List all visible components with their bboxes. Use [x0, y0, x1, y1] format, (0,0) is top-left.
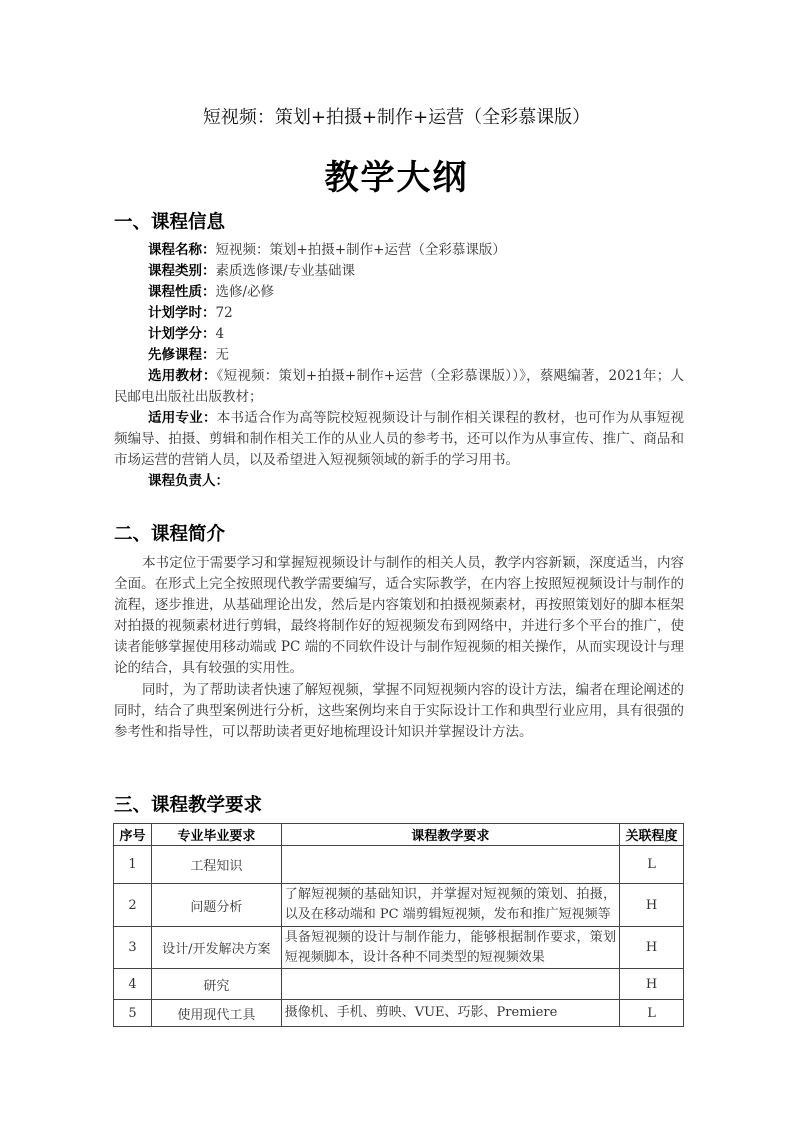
- intro-paragraph: 同时，为了帮助读者快速了解短视频，掌握不同短视频内容的设计方法，编者在理论阐述的同时，结合了典型案例进行分析，这些案例均来自于实际设计工作和典型行业应用，具有很强的参考性和指导性，可以帮助读者更好地梳理设计知识并掌握设计方法。: [114, 682, 684, 740]
- section-heading-teaching-requirements: 三、课程教学要求: [114, 795, 263, 816]
- cell-relevance: H: [620, 969, 684, 1000]
- cell-graduation-requirement: 工程知识: [151, 846, 281, 884]
- cell-relevance: H: [620, 884, 684, 927]
- cell-no: 1: [114, 846, 152, 884]
- info-value: 72: [215, 305, 233, 321]
- info-row-course-category: [114, 261, 684, 282]
- info-row-course-lead: [114, 471, 684, 492]
- cell-graduation-requirement: 使用现代工具: [151, 1000, 281, 1027]
- cell-course-requirement: 了解短视频的基础知识，并掌握对短视频的策划、拍摄，以及在移动端和 PC 端剪辑短视频，发布和推广短视频等: [281, 884, 619, 927]
- cell-course-requirement: 摄像机、手机、剪映、VUE、巧影、Premiere: [281, 1000, 619, 1027]
- info-label: 先修课程：: [148, 347, 216, 363]
- cell-course-requirement: 具备短视频的设计与制作能力，能够根据制作要求，策划短视频脚本，设计各种不同类型的短视频效果: [281, 927, 619, 969]
- cell-graduation-requirement: 问题分析: [151, 884, 281, 927]
- info-label: 计划学时：: [148, 305, 216, 321]
- document-title: 教学大纲: [324, 158, 469, 198]
- header-course-requirement: 课程教学要求: [281, 824, 619, 846]
- cell-no: 3: [114, 927, 152, 969]
- cell-no: 2: [114, 884, 152, 927]
- info-value: 选修/必修: [215, 284, 275, 300]
- cell-course-requirement: [281, 969, 619, 1000]
- info-label: 课程类别：: [148, 263, 216, 279]
- info-row-textbook: [114, 366, 684, 408]
- document-subtitle: 短视频：策划+拍摄+制作+运营（全彩慕课版）: [202, 107, 591, 128]
- cell-no: 5: [114, 1000, 152, 1027]
- cell-graduation-requirement: 研究: [151, 969, 281, 1000]
- info-row-planned-hours: [114, 303, 684, 324]
- cell-graduation-requirement: 设计/开发解决方案: [151, 927, 281, 969]
- table-row: [114, 846, 684, 884]
- section-heading-course-intro: 二、课程简介: [114, 524, 226, 545]
- table-header-row: [114, 824, 684, 846]
- info-value: 短视频：策划+拍摄+制作+运营（全彩慕课版）: [215, 242, 506, 258]
- intro-paragraph: 本书定位于需要学习和掌握短视频设计与制作的相关人员，教学内容新颖，深度适当，内容全面。在形式上完全按照现代教学需要编写，适合实际教学，在内容上按照短视频设计与制作的流程，逐步推进，从基础理论出发，然后是内容策划和拍摄视频素材，再按照策划好的脚本框架对拍摄的视频素材进行剪辑，最终将制作好的短视频发布到网络中，并进行多个平台的推广，使读者能够掌握使用移动端或 PC 端的不同软件设计与制作短视频的相关操作，从而实现设计与理论的结合，具有较强的实用性。: [114, 555, 684, 676]
- info-value: 本书适合作为高等院校短视频设计与制作相关课程的教材，也可作为从事短视频编导、拍摄、剪辑和制作相关工作的从业人员的参考书，还可以作为从事宣传、推广、商品和市场运营的营销人员，以及希望进入短视频领域的新手的学习用书。: [114, 410, 684, 468]
- info-label: 课程名称：: [148, 242, 216, 258]
- section-heading-course-info: 一、课程信息: [114, 212, 226, 233]
- course-info-list: [114, 240, 684, 492]
- info-row-planned-credits: [114, 324, 684, 345]
- table-row: [114, 1000, 684, 1027]
- info-value: 4: [215, 326, 225, 342]
- requirements-table: [113, 823, 684, 1027]
- cell-relevance: L: [620, 1000, 684, 1027]
- table-row: [114, 884, 684, 927]
- info-label: 计划学分：: [148, 326, 216, 342]
- info-value: 素质选修课/专业基础课: [215, 263, 356, 279]
- cell-no: 4: [114, 969, 152, 1000]
- info-row-course-nature: [114, 282, 684, 303]
- cell-relevance: L: [620, 846, 684, 884]
- cell-course-requirement: [281, 846, 619, 884]
- info-value: 无: [215, 347, 229, 363]
- info-row-course-name: [114, 240, 684, 261]
- info-value: 《短视频：策划+拍摄+制作+运营（全彩慕课版））》，蔡飓编著，2021年；人民邮电出版社出版教材；: [114, 368, 685, 405]
- header-relevance: 关联程度: [620, 824, 684, 846]
- info-label: 选用教材：: [148, 368, 217, 384]
- info-label: 课程负责人：: [148, 473, 229, 489]
- table-row: [114, 927, 684, 969]
- info-row-applicable-major: [114, 408, 684, 471]
- header-graduation-requirement: 专业毕业要求: [151, 824, 281, 846]
- header-no: 序号: [114, 824, 152, 846]
- cell-relevance: H: [620, 927, 684, 969]
- info-row-prerequisites: [114, 345, 684, 366]
- info-label: 适用专业：: [148, 410, 217, 426]
- info-label: 课程性质：: [148, 284, 216, 300]
- table-row: [114, 969, 684, 1000]
